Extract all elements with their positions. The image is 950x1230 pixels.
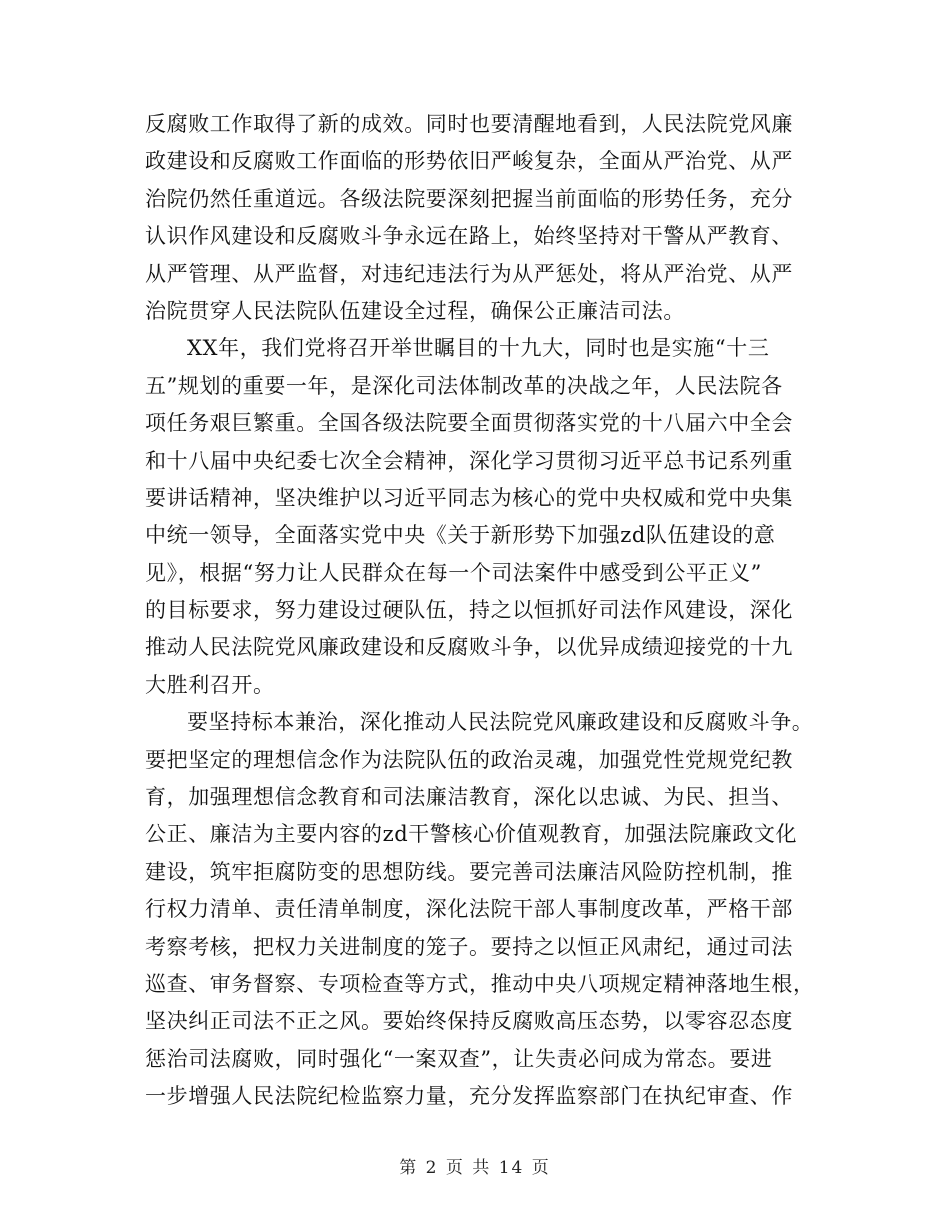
text-line: 五”规划的重要一年，是深化司法体制改革的决战之年，人民法院各 xyxy=(145,373,783,398)
paragraph-first-line: 要坚持标本兼治，深化推动人民法院党风廉政建设和反腐败斗争。 xyxy=(187,710,814,735)
text-line: 见》，根据“努力让人民群众在每一个司法案件中感受到公平正义” xyxy=(145,560,762,585)
text-line: 从严管理、从严监督，对违纪违法行为从严惩处，将从严治党、从严 xyxy=(145,261,793,286)
text-line: 反腐败工作取得了新的成效。同时也要清醒地看到，人民法院党风廉 xyxy=(145,112,793,136)
text-line: 大胜利召开。 xyxy=(145,672,275,697)
text-line: 要把坚定的理想信念作为法院队伍的政治灵魂，加强党性党规党纪教 xyxy=(145,747,793,772)
text-line: 巡查、审务督察、专项检查等方式，推动中央八项规定精神落地生根， xyxy=(145,971,815,996)
text-line: 治院贯穿人民法院队伍建设全过程，确保公正廉洁司法。 xyxy=(145,298,685,323)
text-line: 一步增强人民法院纪检监察力量，充分发挥监察部门在执纪审查、作 xyxy=(145,1084,793,1109)
page-number-footer: 第 2 页 共 14 页 xyxy=(399,1158,551,1178)
text-line: 中统一领导，全面落实党中央《关于新形势下加强zd队伍建设的意 xyxy=(145,523,776,548)
text-line: 认识作风建设和反腐败斗争永远在路上，始终坚持对干警从严教育、 xyxy=(145,224,793,249)
text-line: 育，加强理想信念教育和司法廉洁教育，深化以忠诚、为民、担当、 xyxy=(145,785,793,810)
text-line: 公正、廉洁为主要内容的zd干警核心价值观教育，加强法院廉政文化 xyxy=(145,822,798,847)
text-line: 和十八届中央纪委七次全会精神，深化学习贯彻习近平总书记系列重 xyxy=(145,448,793,473)
text-line: 项任务艰巨繁重。全国各级法院要全面贯彻落实党的十八届六中全会 xyxy=(145,411,793,436)
document-body xyxy=(145,106,825,1116)
paragraph-first-line: XX年，我们党将召开举世瞩目的十九大，同时也是实施“十三 xyxy=(187,336,770,361)
text-line: 坚决纠正司法不正之风。要始终保持反腐败高压态势，以零容忍态度 xyxy=(145,1009,793,1034)
text-line: 的目标要求，努力建设过硬队伍，持之以恒抓好司法作风建设，深化 xyxy=(145,598,793,623)
text-line: 惩治司法腐败，同时强化“一案双查”，让失责必问成为常态。要进 xyxy=(145,1046,773,1071)
text-line: 行权力清单、责任清单制度，深化法院干部人事制度改革，严格干部 xyxy=(145,897,793,922)
text-line: 政建设和反腐败工作面临的形势依旧严峻复杂，全面从严治党、从严 xyxy=(145,149,793,174)
text-line: 要讲话精神，坚决维护以习近平同志为核心的党中央权威和党中央集 xyxy=(145,485,793,510)
text-line: 推动人民法院党风廉政建设和反腐败斗争，以优异成绩迎接党的十九 xyxy=(145,635,793,660)
text-line: 考察考核，把权力关进制度的笼子。要持之以恒正风肃纪，通过司法 xyxy=(145,934,793,959)
text-line: 建设，筑牢拒腐防变的思想防线。要完善司法廉洁风险防控机制，推 xyxy=(145,859,793,884)
text-line: 治院仍然任重道远。各级法院要深刻把握当前面临的形势任务，充分 xyxy=(145,186,793,211)
